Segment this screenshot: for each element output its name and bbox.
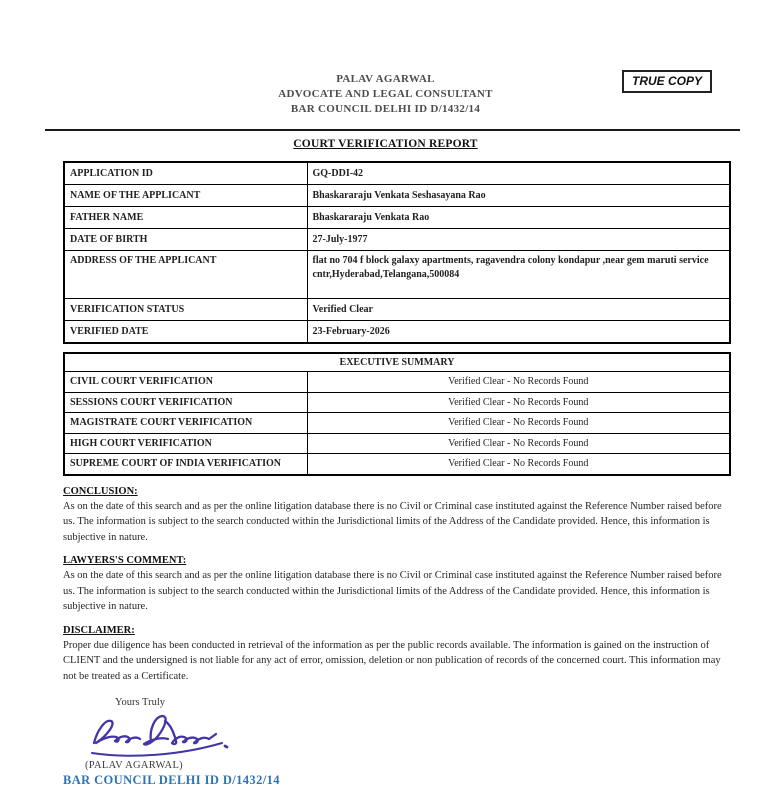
table-row	[64, 207, 730, 229]
signer-name: (PALAV AGARWAL)	[85, 760, 183, 771]
row-value: GQ-DDI-42	[307, 162, 730, 185]
table-row	[64, 413, 730, 434]
true-copy-stamp: TRUE COPY	[622, 70, 712, 93]
row-label: APPLICATION ID	[64, 162, 307, 185]
row-value: 23-February-2026	[307, 321, 730, 344]
letterhead-bar-council-id: BAR COUNCIL DELHI ID D/1432/14	[290, 103, 481, 115]
table-row	[64, 372, 730, 393]
signer-bar-council-id: BAR COUNCIL DELHI ID D/1432/14	[63, 773, 280, 787]
table-header-row	[64, 353, 730, 372]
executive-summary-header: EXECUTIVE SUMMARY	[64, 353, 730, 372]
row-label: NAME OF THE APPLICANT	[64, 185, 307, 207]
lawyers-comment-section	[63, 555, 731, 615]
handwritten-signature-icon	[81, 710, 731, 760]
row-label: SESSIONS COURT VERIFICATION	[64, 392, 307, 413]
table-row	[64, 185, 730, 207]
row-value: Bhaskararaju Venkata Rao	[307, 207, 730, 229]
executive-summary-table	[63, 352, 731, 476]
row-label: HIGH COURT VERIFICATION	[64, 433, 307, 454]
table-row	[64, 229, 730, 251]
row-label: VERIFICATION STATUS	[64, 299, 307, 321]
table-row	[64, 299, 730, 321]
table-row	[64, 392, 730, 413]
row-label: FATHER NAME	[64, 207, 307, 229]
row-label: ADDRESS OF THE APPLICANT	[64, 251, 307, 299]
disclaimer-heading: DISCLAIMER:	[63, 624, 135, 636]
disclaimer-section	[63, 625, 731, 685]
table-row	[64, 433, 730, 454]
conclusion-text: As on the date of this search and as per the online litigation database there is no Civil or Criminal case instituted against the Reference Number raised before us. The information is subject to the search conducted within the Jurisdictional limits of the Address of the Candidate provided. Hence, this information is subjective in nature.	[63, 500, 722, 543]
row-value: Verified Clear - No Records Found	[307, 454, 730, 475]
table-row	[64, 321, 730, 344]
row-value: Bhaskararaju Venkata Seshasayana Rao	[307, 185, 730, 207]
row-value: Verified Clear	[307, 299, 730, 321]
lawyers-comment-text: As on the date of this search and as per the online litigation database there is no Civil or Criminal case instituted against the Reference Number raised before us. The information is subject to the search conducted within the Jurisdictional limits of the Address of the Candidate provided. Hence, this information is subjective in nature.	[63, 570, 722, 612]
applicant-details-table	[63, 161, 731, 344]
document-body	[63, 161, 731, 788]
closing-salutation: Yours Truly	[115, 697, 166, 708]
row-value: Verified Clear - No Records Found	[307, 372, 730, 393]
table-row	[64, 162, 730, 185]
row-label: CIVIL COURT VERIFICATION	[64, 372, 307, 393]
lawyers-comment-heading: LAWYERS'S COMMENT:	[63, 555, 187, 566]
row-label: SUPREME COURT OF INDIA VERIFICATION	[64, 454, 307, 475]
conclusion-section	[63, 486, 731, 546]
table-row	[64, 454, 730, 475]
disclaimer-text: Proper due diligence has been conducted in retrieval of the information as per the public records available. The information is gained on the instruction of CLIENT and the undersigned is not liable for any act of error, omission, deletion or non publication of records of the concerned court. This information may not be treated as a Certificate.	[63, 639, 721, 682]
row-value: Verified Clear - No Records Found	[307, 413, 730, 434]
row-label: MAGISTRATE COURT VERIFICATION	[64, 413, 307, 434]
letterhead-name: PALAV AGARWAL	[336, 73, 435, 85]
horizontal-divider	[45, 129, 740, 131]
letterhead-profession: ADVOCATE AND LEGAL CONSULTANT	[278, 88, 493, 100]
row-value: flat no 704 f block galaxy apartments, ragavendra colony kondapur ,near gem maruti service cntr,Hyderabad,Telangana,500084	[307, 251, 730, 299]
row-label: VERIFIED DATE	[64, 321, 307, 344]
row-value: Verified Clear - No Records Found	[307, 392, 730, 413]
row-label: DATE OF BIRTH	[64, 229, 307, 251]
row-value: 27-July-1977	[307, 229, 730, 251]
row-value: Verified Clear - No Records Found	[307, 433, 730, 454]
report-title: COURT VERIFICATION REPORT	[293, 138, 478, 150]
conclusion-heading: CONCLUSION:	[63, 485, 138, 497]
table-row	[64, 251, 730, 299]
